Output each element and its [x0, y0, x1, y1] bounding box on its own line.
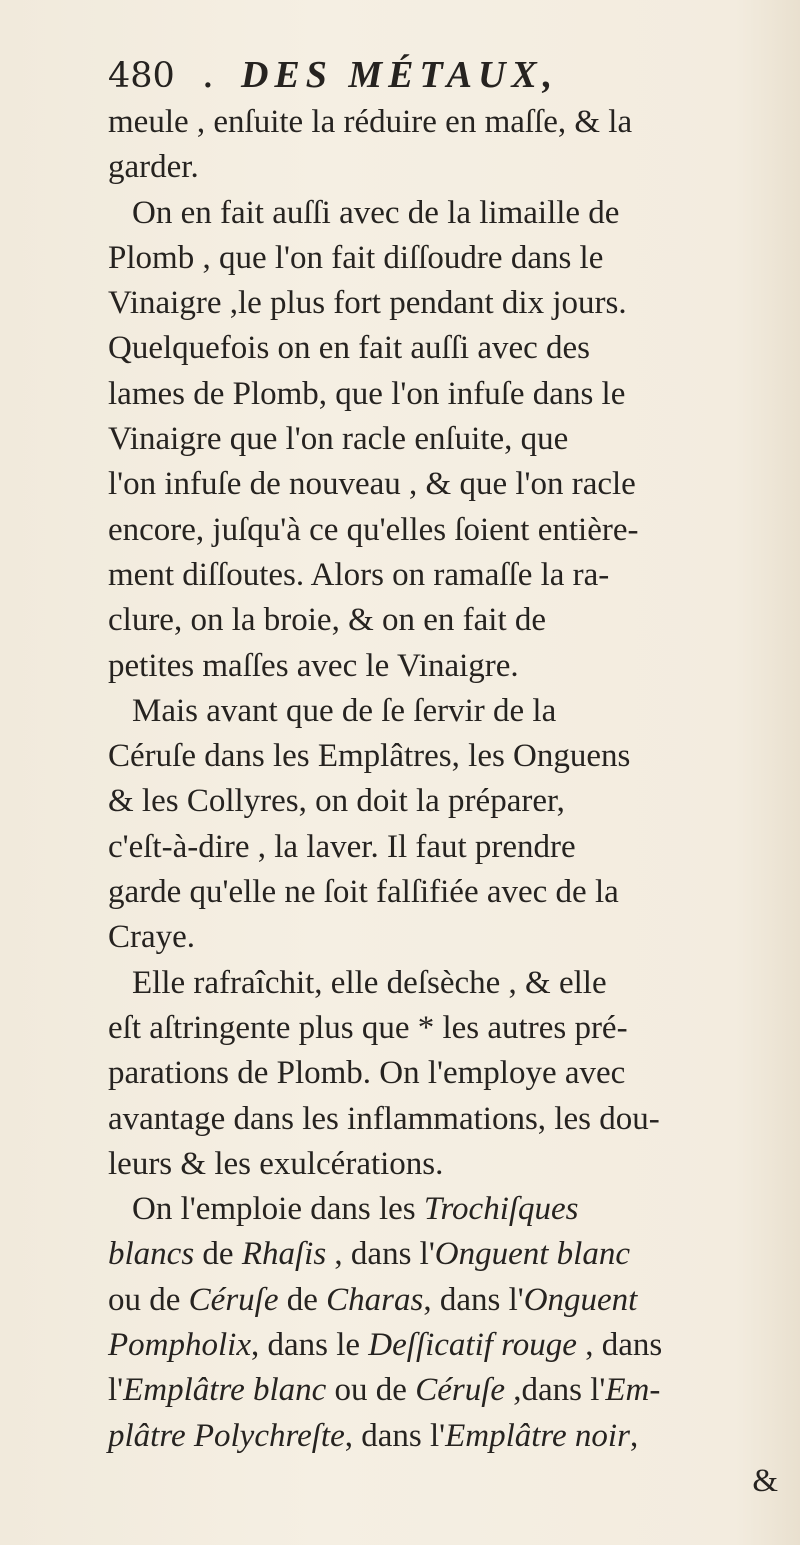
italic-run: Emplâtre noir	[445, 1417, 630, 1454]
text-line: encore, juſqu'à ce qu'elles ſoient entière-	[108, 511, 639, 548]
italic-run: Céruſe	[188, 1281, 279, 1318]
text-line: Mais avant que de ſe ſervir de la	[132, 692, 557, 729]
text-run: , dans l'	[423, 1281, 524, 1318]
text-run: l'	[108, 1372, 124, 1409]
text-line: parations de Plomb. On l'employe avec	[108, 1055, 626, 1092]
text-line: Quelquefois on en fait auſſi avec des	[108, 330, 590, 367]
page-number: 480	[108, 56, 175, 96]
text-run: On l'emploie dans les	[132, 1191, 424, 1228]
italic-run: plâtre Polychreſte	[108, 1417, 345, 1454]
text-line	[108, 1278, 798, 1323]
text-line: Céruſe dans les Emplâtres, les Onguens	[108, 738, 631, 775]
catchword: &	[752, 1462, 778, 1499]
text-run: ou de	[326, 1372, 416, 1409]
text-run: de	[278, 1281, 327, 1318]
header-separator: .	[201, 51, 215, 97]
italic-run: Deſſicatif rouge	[368, 1327, 577, 1364]
text-line: Craye.	[108, 919, 196, 956]
text-line: Plomb , que l'on fait diſſoudre dans le	[108, 239, 604, 276]
text-line: eſt aſtringente plus que * les autres pré-	[108, 1009, 628, 1046]
italic-run: Onguent blanc	[434, 1236, 630, 1273]
page-header	[108, 48, 748, 100]
text-line: ment diſſoutes. Alors on ramaſſe la ra-	[108, 556, 610, 593]
italic-run: Em-	[605, 1372, 661, 1409]
text-line: & les Collyres, on doit la préparer,	[108, 783, 565, 820]
text-line	[108, 1323, 798, 1368]
text-line: lames de Plomb, que l'on infuſe dans le	[108, 375, 626, 412]
text-line: leurs & les exulcérations.	[108, 1145, 444, 1182]
italic-run: Onguent	[523, 1281, 638, 1318]
text-line: Elle rafraîchit, elle deſsèche , & elle	[132, 964, 607, 1001]
text-run: , dans	[576, 1327, 663, 1364]
text-line	[108, 1368, 798, 1413]
text-line: l'on infuſe de nouveau , & que l'on racle	[108, 466, 636, 503]
italic-run: Trochiſques	[423, 1191, 579, 1228]
italic-run: Céruſe	[415, 1372, 506, 1409]
text-run: ,dans l'	[505, 1372, 606, 1409]
text-line: meule , enſuite la réduire en maſſe, & la	[108, 104, 633, 140]
text-line	[108, 1187, 798, 1232]
text-line	[108, 1232, 798, 1277]
body-text	[108, 100, 798, 1504]
text-line: clure, on la broie, & on en fait de	[108, 602, 547, 639]
text-line: Vinaigre que l'on racle enſuite, que	[108, 421, 569, 458]
text-line: c'eſt-à-dire , la laver. Il faut prendre	[108, 828, 576, 865]
italic-run: Emplâtre blanc	[123, 1372, 327, 1409]
italic-run: blancs	[108, 1236, 195, 1273]
italic-run: Rhaſis	[241, 1236, 327, 1273]
text-line: garder.	[108, 149, 199, 186]
text-line: On en fait auſſi avec de la limaille de	[132, 194, 620, 231]
text-run: ou de	[108, 1281, 189, 1318]
running-head: DES MÉTAUX,	[240, 54, 559, 96]
text-line	[108, 1414, 798, 1459]
text-line: garde qu'elle ne ſoit falſifiée avec de la	[108, 874, 619, 911]
text-run: , dans l'	[344, 1417, 446, 1454]
text-run: , dans le	[250, 1327, 369, 1364]
text-line: Vinaigre ,le plus fort pendant dix jours.	[108, 285, 627, 322]
text-line: petites maſſes avec le Vinaigre.	[108, 647, 519, 684]
italic-run: Pompholix	[108, 1327, 251, 1364]
text-run: de	[194, 1236, 242, 1273]
text-run: ,	[629, 1417, 639, 1454]
text-run: , dans l'	[326, 1236, 435, 1273]
italic-run: Charas	[326, 1281, 424, 1318]
text-line: avantage dans les inflammations, les dou-	[108, 1100, 660, 1137]
